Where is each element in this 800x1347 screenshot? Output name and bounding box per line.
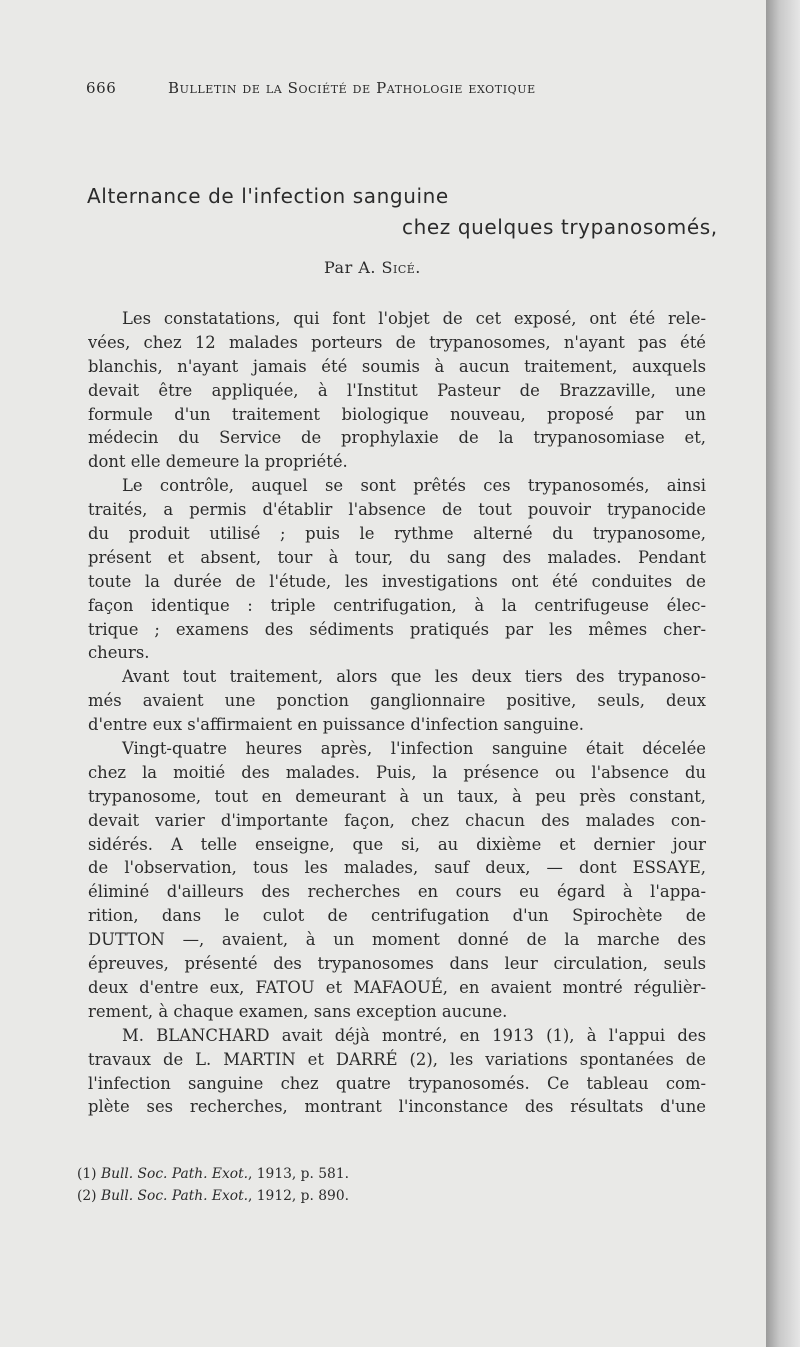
footnote-mark: (1) [77, 1166, 101, 1182]
body-line: cheurs. [88, 643, 150, 663]
body-line: chez la moitié des malades. Puis, la présence ou l'absence du [88, 762, 706, 782]
body-line: Avant tout traitement, alors que les deux tiers des trypanoso- [122, 667, 706, 687]
running-header [86, 79, 706, 105]
body-line: trypanosome, tout en demeurant à un taux, à peu près constant, [88, 786, 706, 806]
author-name: A. Sicé. [358, 258, 421, 277]
body-line: Le contrôle, auquel se sont prêtés ces trypanosomés, ainsi [122, 476, 706, 496]
body-line: devait varier d'importante façon, chez chacun des malades con- [88, 810, 706, 830]
body-line: éliminé d'ailleurs des recherches en cours eu égard à l'appa- [88, 882, 706, 902]
body-line: plète ses recherches, montrant l'inconstance des résultats d'une [88, 1097, 706, 1117]
body-line: trique ; examens des sédiments pratiqués par les mêmes cher- [88, 619, 706, 639]
article-body [88, 307, 706, 1119]
body-line: devait être appliquée, à l'Institut Pasteur de Brazzaville, une [88, 380, 706, 400]
article-title-line-2: chez quelques trypanosomés, [402, 215, 718, 239]
body-line: épreuves, présenté des trypanosomes dans leur circulation, seuls [88, 954, 706, 974]
body-line: rement, à chaque examen, sans exception aucune. [88, 1001, 508, 1021]
body-line: traités, a permis d'établir l'absence de tout pouvoir trypanocide [88, 500, 706, 520]
footnote-mark: (2) [77, 1188, 101, 1204]
running-title: Bulletin de la Société de Pathologie exotique [168, 79, 536, 97]
body-line: l'infection sanguine chez quatre trypanosomés. Ce tableau com- [88, 1073, 706, 1093]
footnote-reference: Bull. Soc. Path. Exot. [100, 1166, 248, 1182]
body-line: sidérés. A telle enseigne, que si, au dixième et dernier jour [88, 834, 706, 854]
body-line: travaux de L. MARTIN et DARRÉ (2), les variations spontanées de [88, 1049, 706, 1069]
body-line: formule d'un traitement biologique nouveau, proposé par un [88, 404, 706, 424]
body-line: deux d'entre eux, FATOU et MAFAOUÉ, en avaient montré régulièr- [88, 977, 706, 997]
body-line: Les constatations, qui font l'objet de cet exposé, ont été rele- [122, 309, 706, 328]
body-line: d'entre eux s'affirmaient en puissance d'infection sanguine. [88, 715, 585, 735]
byline-prefix: Par [324, 258, 359, 277]
body-line: més avaient une ponction ganglionnaire positive, seuls, deux [88, 691, 706, 711]
article-title-line-1: Alternance de l'infection sanguine [87, 184, 449, 208]
body-line: médecin du Service de prophylaxie de la trypanosomiase et, [88, 428, 706, 448]
body-line: DUTTON —, avaient, à un moment donné de la marche des [88, 930, 706, 950]
body-line: de l'observation, tous les malades, sauf deux, — dont ESSAYE, [88, 858, 706, 878]
footnote [77, 1163, 349, 1185]
body-line: blanchis, n'ayant jamais été soumis à aucun traitement, auxquels [88, 356, 706, 376]
footnotes [77, 1163, 349, 1207]
body-line: rition, dans le culot de centrifugation d'un Spirochète de [88, 906, 706, 926]
body-line: vées, chez 12 malades porteurs de trypanosomes, n'ayant pas été [88, 332, 706, 352]
footnote [77, 1185, 349, 1207]
body-line: présent et absent, tour à tour, du sang des malades. Pendant [88, 547, 706, 567]
footnote-reference: Bull. Soc. Path. Exot. [100, 1188, 248, 1204]
footnote-details: , 1913, p. 581. [248, 1166, 349, 1182]
page-edge [766, 0, 800, 1347]
body-line: façon identique : triple centrifugation, à la centrifugeuse élec- [88, 595, 706, 615]
body-line: du produit utilisé ; puis le rythme alterné du trypanosome, [88, 524, 706, 544]
footnote-details: , 1912, p. 890. [248, 1188, 349, 1204]
body-line: dont elle demeure la propriété. [88, 452, 348, 472]
body-line: toute la durée de l'étude, les investigations ont été conduites de [88, 571, 706, 591]
page-number: 666 [86, 79, 117, 97]
byline [324, 258, 421, 277]
body-line: Vingt-quatre heures après, l'infection sanguine était décelée [122, 739, 706, 759]
body-line: M. BLANCHARD avait déjà montré, en 1913 (1), à l'appui des [122, 1025, 706, 1045]
